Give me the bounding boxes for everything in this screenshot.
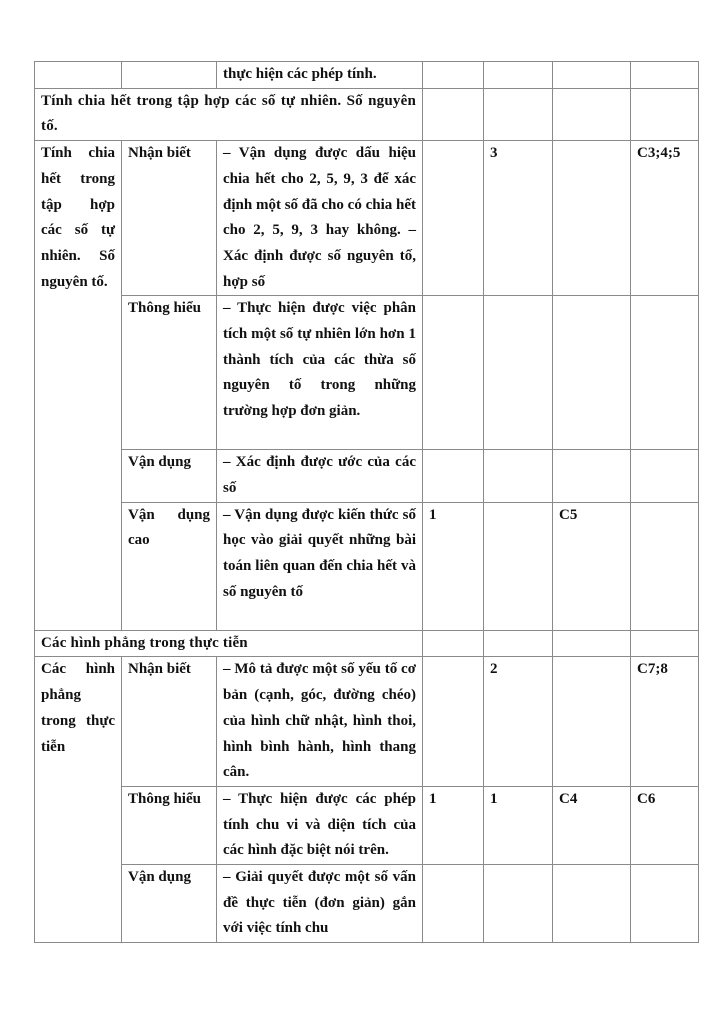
topic-cell <box>35 62 122 89</box>
specification-matrix-table <box>34 61 699 943</box>
table-row <box>35 450 699 502</box>
count-cell: 1 <box>484 786 553 864</box>
level-cell: Thông hiểu <box>122 296 217 450</box>
count-cell: 1 <box>423 786 484 864</box>
requirement-cell: – Giải quyết được một số vấn đề thực tiễn (đơn giản) gắn với việc tính chu <box>217 865 423 943</box>
count-cell: 2 <box>484 657 553 787</box>
requirement-cell: thực hiện các phép tính. <box>217 62 423 89</box>
empty-cell <box>553 88 631 140</box>
question-cell <box>553 141 631 296</box>
count-cell <box>423 296 484 450</box>
count-cell <box>484 865 553 943</box>
table-row <box>35 502 699 630</box>
topic-cell: Tính chia hết trong tập hợp các số tự nhiên. Số nguyên tố. <box>35 141 122 631</box>
level-cell: Thông hiểu <box>122 786 217 864</box>
count-cell <box>423 141 484 296</box>
empty-cell <box>423 88 484 140</box>
question-cell <box>631 865 699 943</box>
count-cell <box>423 62 484 89</box>
requirement-cell: – Vận dụng được dấu hiệu chia hết cho 2, 5, 9, 3 để xác định một số đã cho có chia hết cho 2, 5, 9, 3 hay không. – Xác định được số nguyên tố, hợp số <box>217 141 423 296</box>
level-cell <box>122 62 217 89</box>
count-cell <box>423 450 484 502</box>
empty-cell <box>484 630 553 657</box>
empty-cell <box>553 630 631 657</box>
count-cell: 1 <box>423 502 484 630</box>
level-cell: Vận dụng <box>122 450 217 502</box>
requirement-cell: – Thực hiện được các phép tính chu vi và diện tích của các hình đặc biệt nói trên. <box>217 786 423 864</box>
count-cell <box>484 502 553 630</box>
table-row <box>35 62 699 89</box>
question-cell <box>553 657 631 787</box>
topic-cell: Các hình phẳng trong thực tiễn <box>35 657 122 943</box>
question-cell <box>631 62 699 89</box>
table-row <box>35 786 699 864</box>
question-cell <box>553 296 631 450</box>
empty-cell <box>631 88 699 140</box>
question-cell: C4 <box>553 786 631 864</box>
question-cell <box>553 865 631 943</box>
section-header-row <box>35 630 699 657</box>
level-cell: Vận dụng <box>122 865 217 943</box>
question-cell <box>553 450 631 502</box>
question-cell: C3;4;5 <box>631 141 699 296</box>
level-cell: Nhận biết <box>122 657 217 787</box>
requirement-cell: – Vận dụng được kiến thức số học vào giải quyết những bài toán liên quan đến chia hết và số nguyên tố <box>217 502 423 630</box>
count-cell <box>423 657 484 787</box>
question-cell <box>631 450 699 502</box>
table-row <box>35 296 699 450</box>
count-cell: 3 <box>484 141 553 296</box>
section-header-row <box>35 88 699 140</box>
count-cell <box>423 865 484 943</box>
level-cell: Nhận biết <box>122 141 217 296</box>
question-cell: C7;8 <box>631 657 699 787</box>
count-cell <box>484 450 553 502</box>
question-cell <box>553 62 631 89</box>
question-cell <box>631 502 699 630</box>
question-cell: C6 <box>631 786 699 864</box>
table-row <box>35 141 699 296</box>
requirement-cell: – Xác định được ước của các số <box>217 450 423 502</box>
empty-cell <box>631 630 699 657</box>
table-row <box>35 865 699 943</box>
question-cell: C5 <box>553 502 631 630</box>
requirement-cell: – Thực hiện được việc phân tích một số tự nhiên lớn hơn 1 thành tích của các thừa số nguyên tố trong những trường hợp đơn giản. <box>217 296 423 450</box>
requirement-cell: – Mô tả được một số yếu tố cơ bản (cạnh, góc, đường chéo) của hình chữ nhật, hình thoi, hình bình hành, hình thang cân. <box>217 657 423 787</box>
empty-cell <box>423 630 484 657</box>
count-cell <box>484 62 553 89</box>
table-row <box>35 657 699 787</box>
level-cell: Vận dụng cao <box>122 502 217 630</box>
document-page <box>34 61 699 943</box>
section-title: Tính chia hết trong tập hợp các số tự nhiên. Số nguyên tố. <box>35 88 423 140</box>
question-cell <box>631 296 699 450</box>
empty-cell <box>484 88 553 140</box>
section-title: Các hình phẳng trong thực tiễn <box>35 630 423 657</box>
count-cell <box>484 296 553 450</box>
